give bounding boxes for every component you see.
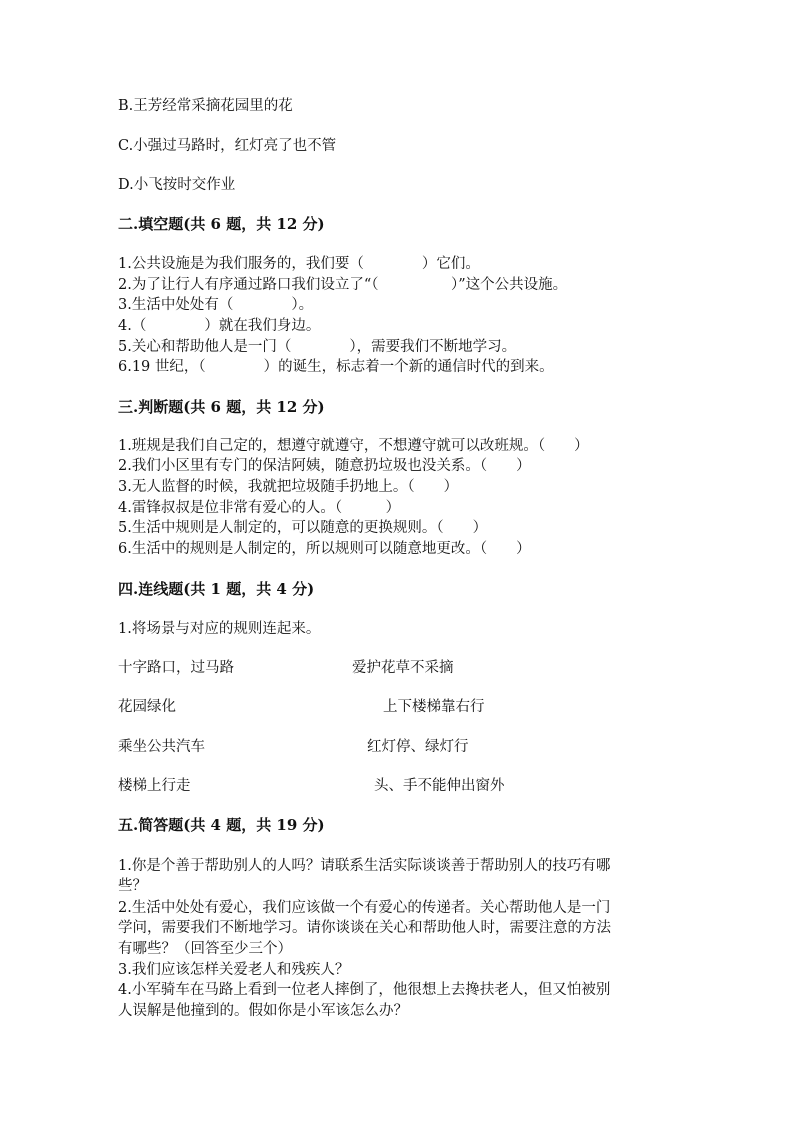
matching-left-item: 花园绿化 [118, 699, 176, 715]
true-false-item: 6.生活中的规则是人制定的，所以规则可以随意地更改。（ ） [118, 541, 531, 557]
section-short-answer-title: 五.简答题(共 4 题，共 19 分) [118, 816, 325, 834]
true-false-item: 3.无人监督的时候，我就把垃圾随手扔地上。（ ） [118, 479, 459, 495]
matching-right-item: 爱护花草不采摘 [352, 660, 454, 676]
matching-right-item: 上下楼梯靠右行 [383, 699, 485, 715]
option-b: B.王芳经常采摘花园里的花 [118, 98, 293, 114]
matching-right-item: 红灯停、绿灯行 [367, 739, 469, 755]
true-false-item: 4.雷锋叔叔是位非常有爱心的人。（ ） [118, 500, 401, 516]
matching-left-item: 乘坐公共汽车 [118, 739, 205, 755]
short-answer-line: 有哪些？（回答至少三个） [118, 941, 292, 957]
short-answer-line: 学问，需要我们不断地学习。请你谈谈在关心和帮助他人时，需要注意的方法 [118, 920, 611, 936]
fill-blank-item: 3.生活中处处有（ ）。 [118, 297, 314, 313]
true-false-item: 2.我们小区里有专门的保洁阿姨，随意扔垃圾也没关系。（ ） [118, 458, 531, 474]
fill-blank-item: 5.关心和帮助他人是一门（ ），需要我们不断地学习。 [118, 339, 517, 355]
section-fill-blank-title: 二.填空题(共 6 题，共 12 分) [118, 215, 325, 233]
option-d: D.小飞按时交作业 [118, 177, 236, 193]
short-answer-line: 3.我们应该怎样关爱老人和残疾人？ [118, 962, 350, 978]
matching-left-item: 十字路口，过马路 [118, 660, 234, 676]
short-answer-line: 1.你是个善于帮助别人的人吗？请联系生活实际谈谈善于帮助别人的技巧有哪 [118, 858, 611, 874]
short-answer-line: 4.小军骑车在马路上看到一位老人摔倒了，他很想上去搀扶老人，但又怕被别 [118, 982, 611, 998]
fill-blank-item: 4.（ ）就在我们身边。 [118, 318, 321, 334]
fill-blank-item: 1.公共设施是为我们服务的，我们要（ ）它们。 [118, 256, 480, 272]
matching-left-item: 楼梯上行走 [118, 778, 191, 794]
fill-blank-item: 2.为了让行人有序通过路口我们设立了“（ ）”这个公共设施。 [118, 277, 568, 293]
short-answer-line: 些？ [118, 878, 147, 894]
fill-blank-item: 6.19 世纪，（ ）的诞生，标志着一个新的通信时代的到来。 [118, 359, 554, 375]
short-answer-line: 人误解是他撞到的。假如你是小军该怎么办？ [118, 1003, 408, 1019]
short-answer-line: 2.生活中处处有爱心，我们应该做一个有爱心的传递者。关心帮助他人是一门 [118, 900, 611, 916]
matching-prompt: 1.将场景与对应的规则连起来。 [118, 621, 321, 637]
section-true-false-title: 三.判断题(共 6 题，共 12 分) [118, 398, 325, 416]
option-c: C.小强过马路时，红灯亮了也不管 [118, 138, 337, 154]
true-false-item: 5.生活中规则是人制定的，可以随意的更换规则。（ ） [118, 520, 488, 536]
matching-right-item: 头、手不能伸出窗外 [374, 778, 505, 794]
section-matching-title: 四.连线题(共 1 题，共 4 分) [118, 580, 315, 598]
true-false-item: 1.班规是我们自己定的，想遵守就遵守，不想遵守就可以改班规。（ ） [118, 438, 589, 454]
